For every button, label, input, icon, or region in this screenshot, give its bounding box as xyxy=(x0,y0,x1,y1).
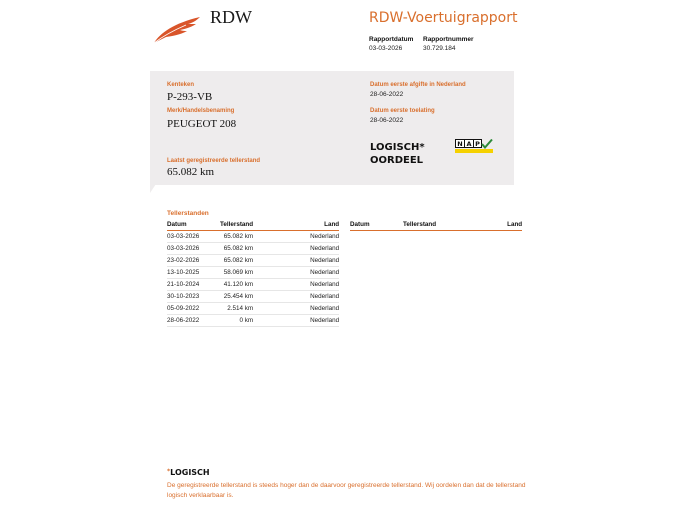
col-reading: Tellerstand xyxy=(403,220,436,231)
row-reading: 2.514 km xyxy=(220,303,253,315)
brand-name: RDW xyxy=(210,7,252,27)
table-row xyxy=(167,279,339,291)
col-date: Datum xyxy=(167,220,220,231)
footnote-title xyxy=(167,468,210,477)
odometer-verdict xyxy=(370,141,425,167)
row-date: 05-09-2022 xyxy=(167,303,220,315)
make-value: PEUGEOT 208 xyxy=(167,118,237,130)
col-reading: Tellerstand xyxy=(220,220,253,231)
verdict-line-2: OORDEEL xyxy=(370,155,424,166)
row-country: Nederland xyxy=(253,267,339,279)
row-date: 30-10-2023 xyxy=(167,291,220,303)
first-issue-nl-value: 28-06-2022 xyxy=(370,91,404,98)
report-date: 03-03-2026 xyxy=(369,45,403,52)
make-label: Merk/Handelsbenaming xyxy=(167,108,235,114)
row-date: 03-03-2026 xyxy=(167,243,220,255)
nap-letter-p: P xyxy=(475,140,480,148)
nap-logo-icon xyxy=(455,139,493,153)
row-reading: 41.120 km xyxy=(220,279,253,291)
panel-notch xyxy=(150,175,162,193)
row-reading: 65.082 km xyxy=(220,243,253,255)
row-date: 03-03-2026 xyxy=(167,231,220,243)
col-country: Land xyxy=(253,220,339,231)
rdw-logo-icon xyxy=(152,15,202,45)
first-admission-value: 28-06-2022 xyxy=(370,117,404,124)
row-country: Nederland xyxy=(253,315,339,327)
footnote-star: * xyxy=(167,468,171,475)
first-admission-label: Datum eerste toelating xyxy=(370,108,435,114)
report-date-label: Rapportdatum xyxy=(369,36,414,43)
table-row xyxy=(167,291,339,303)
table-row xyxy=(167,255,339,267)
col-country: Land xyxy=(436,220,522,231)
row-country: Nederland xyxy=(253,303,339,315)
row-country: Nederland xyxy=(253,231,339,243)
verdict-line-1: LOGISCH* xyxy=(370,142,425,153)
row-reading: 65.082 km xyxy=(220,255,253,267)
table-row xyxy=(167,267,339,279)
plate-label: Kenteken xyxy=(167,82,195,88)
row-country: Nederland xyxy=(253,291,339,303)
row-date: 21-10-2024 xyxy=(167,279,220,291)
footnote-text: De geregistreerde tellerstand is steeds hoger dan de daarvoor geregistreerde tellerstand. Wij oordelen dan dat de tellerstand logisch verklaarbaar is. xyxy=(167,482,526,499)
table-header-row xyxy=(167,220,339,231)
odometer-value: 65.082 km xyxy=(167,166,215,178)
row-country: Nederland xyxy=(253,279,339,291)
report-number: 30.729.184 xyxy=(423,45,456,52)
odometer-label: Laatst geregistreerde tellerstand xyxy=(167,158,261,164)
footnote-title-text: LOGISCH xyxy=(170,468,210,477)
report-number-label: Rapportnummer xyxy=(423,36,474,43)
nap-letter-n: N xyxy=(457,140,463,148)
row-country: Nederland xyxy=(253,255,339,267)
odometer-table-left xyxy=(167,220,339,327)
report-title: RDW-Voertuigrapport xyxy=(369,10,518,26)
row-reading: 58.069 km xyxy=(220,267,253,279)
table-row xyxy=(167,231,339,243)
row-date: 13-10-2025 xyxy=(167,267,220,279)
row-reading: 65.082 km xyxy=(220,231,253,243)
row-date: 23-02-2026 xyxy=(167,255,220,267)
col-date: Datum xyxy=(350,220,403,231)
row-reading: 0 km xyxy=(220,315,253,327)
row-reading: 25.454 km xyxy=(220,291,253,303)
table-row xyxy=(167,243,339,255)
odometer-table-right xyxy=(350,220,522,231)
first-issue-nl-label: Datum eerste afgifte in Nederland xyxy=(370,82,466,88)
plate-value: P-293-VB xyxy=(167,91,213,103)
nap-letter-a: A xyxy=(466,140,472,148)
odometer-section-title: Tellerstanden xyxy=(167,210,209,217)
table-header-row xyxy=(350,220,522,231)
table-row xyxy=(167,315,339,327)
row-country: Nederland xyxy=(253,243,339,255)
table-row xyxy=(167,303,339,315)
row-date: 28-06-2022 xyxy=(167,315,220,327)
